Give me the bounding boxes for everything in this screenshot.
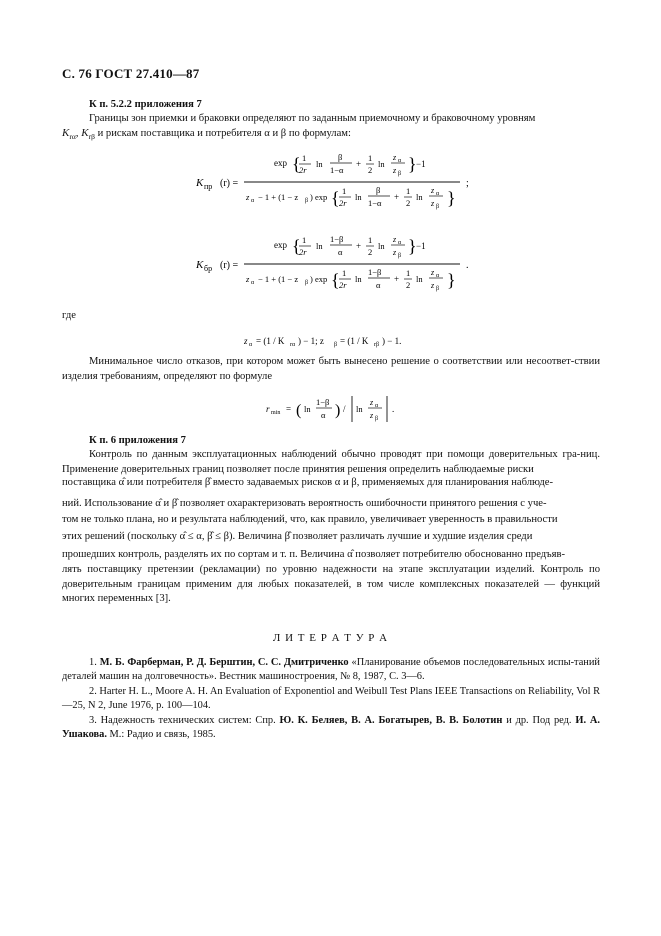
svg-text:{: { <box>331 270 340 290</box>
formula-k-pr <box>196 148 496 218</box>
where-label: где <box>62 310 76 321</box>
svg-text:β: β <box>334 342 338 348</box>
svg-text:{: { <box>292 154 301 174</box>
reference-1-authors: М. Б. Фарберман, Р. Д. Берштин, С. С. Дмитриченко <box>99 657 349 668</box>
paragraph-confidence-a: Контроль по данным эксплуатационных наблюдений обычно проводят при помощи доверительных гра-ниц. Применение доверительных границ позволяет после принятия решения определить наблюдаемые риски <box>62 449 600 475</box>
alpha-hat-3: α̂ <box>347 549 353 560</box>
text-use: ний. Использование <box>62 498 153 509</box>
svg-text:) − 1.: ) − 1. <box>382 336 402 346</box>
text-consumer-claims: позволяет потребителю обоснованно предъяв- <box>355 549 566 560</box>
svg-text:пр: пр <box>204 182 213 191</box>
svg-text:exp: exp <box>274 158 287 168</box>
svg-text:− 1 + (1 − z: − 1 + (1 − z <box>258 192 299 202</box>
svg-text:.: . <box>392 404 395 414</box>
svg-text:2r: 2r <box>299 247 307 257</box>
formula-z-svg <box>244 330 444 350</box>
beta-hat-2: β̂ <box>171 498 178 509</box>
svg-text:α: α <box>251 280 255 286</box>
svg-text:z: z <box>393 166 397 175</box>
svg-text:) exp: ) exp <box>310 192 328 202</box>
k-ralpha-symbol: $K_{r\alpha}$, $K_{r\beta}$ <box>62 127 95 142</box>
svg-text:α: α <box>398 158 402 164</box>
svg-text:}: } <box>408 236 417 256</box>
svg-text:2r: 2r <box>299 165 307 175</box>
formula-r-min <box>266 392 426 426</box>
svg-text:): ) <box>335 402 341 419</box>
svg-text:z: z <box>431 268 435 277</box>
svg-text:−1: −1 <box>416 159 426 169</box>
svg-text:2: 2 <box>368 247 373 257</box>
svg-text:}: } <box>447 188 456 208</box>
paragraph-zones-continued <box>62 126 600 145</box>
svg-text:1−β: 1−β <box>330 234 344 244</box>
svg-text:= (1 / K: = (1 / K <box>340 336 369 346</box>
svg-text:}: } <box>408 154 417 174</box>
svg-text:+: + <box>394 274 400 284</box>
svg-text:rβ: rβ <box>374 342 380 348</box>
paragraph-confidence-c <box>62 497 600 512</box>
svg-text:β: β <box>338 152 343 162</box>
reference-3-text: Надежность технических систем: Спр. <box>100 715 280 726</box>
svg-text:z: z <box>393 235 397 244</box>
svg-text:{: { <box>331 188 340 208</box>
page-header: С. 76 ГОСТ 27.410—87 <box>62 66 200 81</box>
svg-text:α: α <box>375 403 379 409</box>
svg-text:α: α <box>376 280 381 290</box>
svg-text:α: α <box>321 410 326 420</box>
svg-text:β: β <box>305 280 309 286</box>
formula-k-br <box>196 230 496 300</box>
text-and: и <box>163 498 170 509</box>
svg-text:z: z <box>431 186 435 195</box>
svg-text:.: . <box>466 260 469 271</box>
svg-text:+: + <box>356 159 362 169</box>
paragraph-zones-text: Границы зон приемки и браковки определяют по заданным приемочному и браковочному уровням <box>89 113 536 124</box>
svg-text:z: z <box>246 274 250 284</box>
svg-text:1: 1 <box>406 186 411 196</box>
svg-text:z: z <box>370 411 374 420</box>
svg-text:ln: ln <box>378 159 385 169</box>
svg-text:(r) =: (r) = <box>220 178 239 189</box>
svg-text:ln: ln <box>356 404 363 414</box>
svg-text:/: / <box>343 404 346 414</box>
svg-text:z: z <box>244 336 248 346</box>
text-supplier: поставщика <box>62 477 116 488</box>
svg-text:1: 1 <box>406 268 411 278</box>
svg-text:2r: 2r <box>339 198 347 208</box>
svg-text:β: β <box>398 253 402 259</box>
paragraph-confidence-g: лять поставщику претензии (рекламации) по уровню надежности на этапе эксплуатации изделий. Контроль по доверительным границам применим для любых показателей, в том числе комплексных показателей — функций многих переменных [3]. <box>62 564 600 605</box>
reference-1-text: «Планирование объемов последовательных испы-таний деталей машин на долговечность». Вестник машиностроения, № 8, 1987, С. 3—6. <box>62 657 600 683</box>
beta-hat: β̂ <box>204 477 211 488</box>
svg-text:= (1 / K: = (1 / K <box>256 336 285 346</box>
svg-text:z: z <box>431 199 435 208</box>
svg-text:=: = <box>286 404 292 414</box>
formula-k-br-svg <box>196 230 496 300</box>
formula-k-pr-svg <box>196 148 496 218</box>
paragraph-zones-intro <box>62 112 600 127</box>
reference-3-authors: Ю. К. Беляев, В. А. Богатырев, В. В. Болотин <box>279 715 503 726</box>
svg-text:) exp: ) exp <box>310 274 328 284</box>
svg-text:ln: ln <box>355 192 362 202</box>
svg-text:α: α <box>436 191 440 197</box>
text-value: ). Величина <box>229 531 282 542</box>
svg-text:) − 1; z: ) − 1; z <box>298 336 324 346</box>
paragraph-confidence-d: том не только плана, но и результата наблюдений, что, как правило, увеличивает уверенность в правильности <box>62 514 558 525</box>
svg-text:exp: exp <box>274 240 287 250</box>
svg-text:{: { <box>292 236 301 256</box>
svg-text:1−β: 1−β <box>316 397 330 407</box>
svg-text:+: + <box>394 192 400 202</box>
svg-text:ln: ln <box>378 241 385 251</box>
alpha-hat: α̂ <box>118 477 125 488</box>
svg-text:rα: rα <box>290 342 296 348</box>
svg-text:1: 1 <box>302 153 307 163</box>
svg-text:ln: ln <box>416 274 423 284</box>
svg-text:2: 2 <box>368 165 373 175</box>
svg-text:z: z <box>431 281 435 290</box>
svg-text:2r: 2r <box>339 280 347 290</box>
paragraph-confidence-f <box>62 548 600 563</box>
svg-text:α: α <box>398 240 402 246</box>
reference-2-number: 2. <box>89 686 97 697</box>
text-instead: вместо задаваемых рисков α и β, применяемых для планирования наблюде- <box>212 477 554 488</box>
svg-text:z: z <box>393 248 397 257</box>
paragraph-confidence-e <box>62 530 600 545</box>
svg-text:z: z <box>246 192 250 202</box>
svg-text:α: α <box>249 342 253 348</box>
svg-text:ln: ln <box>316 159 323 169</box>
svg-text:− 1 + (1 − z: − 1 + (1 − z <box>258 274 299 284</box>
svg-text:1−α: 1−α <box>330 165 344 175</box>
svg-text:2: 2 <box>406 198 411 208</box>
reference-3-end: М.: Радио и связь, 1985. <box>106 729 216 741</box>
svg-text:z: z <box>370 398 374 407</box>
svg-text:β: β <box>436 204 440 210</box>
svg-text:−1: −1 <box>416 241 426 251</box>
svg-text:β: β <box>398 171 402 177</box>
formula-z-definitions <box>244 330 444 350</box>
svg-text:β: β <box>436 286 440 292</box>
text-distinguish: позволяет различать лучшие и худшие изделия среди <box>292 531 533 542</box>
formula-r-min-svg <box>266 392 426 426</box>
text-or-consumer: или потребителя <box>126 477 203 488</box>
svg-text:ln: ln <box>304 404 311 414</box>
svg-text:ln: ln <box>355 274 362 284</box>
svg-text:(: ( <box>296 402 302 419</box>
svg-text:β: β <box>305 198 309 204</box>
paragraph-min-failures: Минимальное число отказов, при котором может быть вынесено решение о соответствии или несоответ-ствии изделия требованиям, определяют по формуле <box>62 356 600 382</box>
text-these-decisions: этих решений (поскольку <box>62 531 177 542</box>
inequality-alpha-beta: α̂ ≤ α, β̂ ≤ β <box>179 531 230 542</box>
svg-text:1: 1 <box>368 235 373 245</box>
svg-text:(r) =: (r) = <box>220 260 239 271</box>
beta-hat-3: β̂ <box>284 531 290 542</box>
svg-text:1−α: 1−α <box>368 198 382 208</box>
reference-3-editor: И. А. Ушакова. <box>62 715 600 741</box>
svg-text:K: K <box>196 259 204 271</box>
reference-1 <box>62 656 600 685</box>
text-passed-control: прошедших контроль, разделять их по сортам и т. п. Величина <box>62 549 345 560</box>
svg-text:K: K <box>196 177 204 189</box>
svg-text:ln: ln <box>416 192 423 202</box>
svg-text:+: + <box>356 241 362 251</box>
svg-text:r: r <box>266 404 270 414</box>
reference-3-number: 3. <box>89 715 97 726</box>
literature-title: Л И Т Е Р А Т У Р А <box>272 632 389 644</box>
reference-1-number: 1. <box>89 657 97 668</box>
svg-text:1: 1 <box>342 186 347 196</box>
svg-text:1: 1 <box>368 153 373 163</box>
section-heading-5-2-2: К п. 5.2.2 приложения 7 <box>89 99 202 110</box>
text-allows: позволяет охарактеризовать вероятность ошибочности принятого решения с уче- <box>179 498 547 509</box>
svg-text:min: min <box>271 410 281 416</box>
svg-text:}: } <box>447 270 456 290</box>
paragraph-confidence-b <box>62 476 600 491</box>
reference-2-text: Harter H. L., Moore A. H. An Evaluation of Exponentiol and Weibull Test Plans IEEE Transactions on Reliability, Vol R—25, N 2, June 1976, p. 100—104. <box>62 686 601 712</box>
svg-text:β: β <box>376 185 381 195</box>
svg-text:1−β: 1−β <box>368 267 382 277</box>
section-heading-6: К п. 6 приложения 7 <box>89 435 186 446</box>
svg-text:β: β <box>375 416 379 422</box>
svg-text:z: z <box>393 153 397 162</box>
alpha-hat-2: α̂ <box>155 498 161 509</box>
svg-text:1: 1 <box>342 268 347 278</box>
svg-text:1: 1 <box>302 235 307 245</box>
svg-text:2: 2 <box>406 280 411 290</box>
svg-text:бр: бр <box>204 264 213 273</box>
reference-2 <box>62 685 600 714</box>
svg-text:;: ; <box>466 178 469 189</box>
paragraph-zones-text-2: и рискам поставщика и потребителя α и β по формулам: <box>97 128 351 139</box>
svg-text:ln: ln <box>316 241 323 251</box>
reference-3 <box>62 714 600 743</box>
reference-3-mid: и др. Под ред. <box>502 715 572 726</box>
svg-text:α: α <box>251 198 255 204</box>
svg-text:α: α <box>338 247 343 257</box>
svg-text:α: α <box>436 273 440 279</box>
